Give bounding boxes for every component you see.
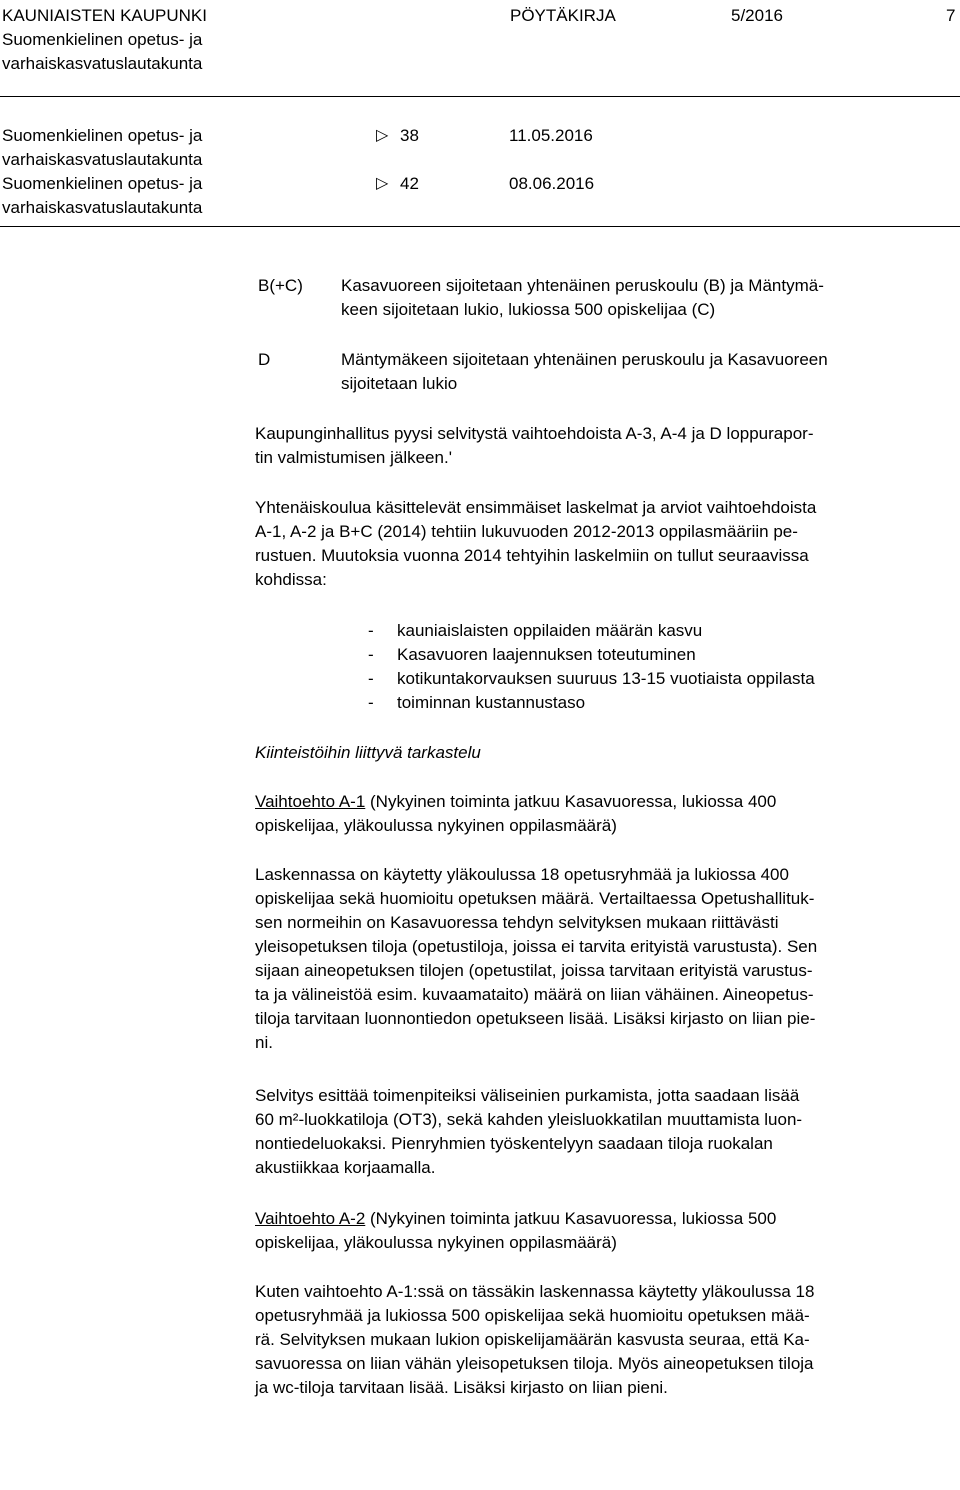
section-number[interactable]: 38 [400, 126, 419, 145]
meeting-committee-line2: varhaiskasvatuslautakunta [2, 150, 203, 169]
option-a2-title: Vaihtoehto A-2 [255, 1209, 366, 1228]
section-number[interactable]: 42 [400, 174, 419, 193]
paragraph-measures [255, 1084, 955, 1180]
meeting-divider [0, 226, 960, 227]
committee-name-line1: Suomenkielinen opetus- ja [2, 30, 203, 49]
page-number: 7 [946, 6, 956, 25]
text-line: rustuen. Muutoksia vuonna 2014 tehtyihin laskelmiin on tullut seuraavissa [255, 546, 809, 565]
bullet-marker: - [368, 645, 374, 664]
meeting-committee-line1: Suomenkielinen opetus- ja [2, 174, 203, 193]
option-text-line: Kasavuoreen sijoitetaan yhtenäinen peruskoulu (B) ja Mäntymä- [341, 276, 824, 295]
meeting-date: 11.05.2016 [509, 126, 593, 145]
text-line: Laskennassa on käytetty yläkoulussa 18 opetusryhmää ja lukiossa 400 [255, 865, 789, 884]
paragraph-a2-analysis [255, 1280, 955, 1400]
bullet-marker: - [368, 621, 374, 640]
paragraph-request [255, 422, 955, 470]
option-text-line: Mäntymäkeen sijoitetaan yhtenäinen peruskoulu ja Kasavuoreen [341, 350, 828, 369]
option-code-bc: B(+C) [258, 276, 303, 295]
paragraph-a1-analysis [255, 863, 955, 1055]
section-subheading: Kiinteistöihin liittyvä tarkastelu [255, 743, 481, 762]
option-a1-description: (Nykyinen toiminta jatkuu Kasavuoressa, lukiossa 400 [365, 792, 777, 811]
option-a2-heading [255, 1207, 955, 1255]
text-line: ni. [255, 1033, 273, 1052]
text-line: savuoressa on liian vähän yleisopetuksen tiloja. Myös aineopetuksen tiloja [255, 1354, 814, 1373]
meeting-committee-line1: Suomenkielinen opetus- ja [2, 126, 203, 145]
list-item: Kasavuoren laajennuksen toteutuminen [397, 645, 696, 664]
paragraph-calculations [255, 496, 955, 592]
text-line: 60 m²-luokkatiloja (OT3), sekä kahden yleisluokkatilan muuttamista luon- [255, 1110, 803, 1129]
option-text-line: keen sijoitetaan lukio, lukiossa 500 opiskelijaa (C) [341, 300, 716, 319]
text-line: Selvitys esittää toimenpiteiksi väliseinien purkamista, jotta saadaan lisää [255, 1086, 800, 1105]
document-type: PÖYTÄKIRJA [510, 6, 616, 25]
option-a2-description: (Nykyinen toiminta jatkuu Kasavuoressa, lukiossa 500 [365, 1209, 777, 1228]
section-link-arrow-icon[interactable]: ▷ [376, 175, 389, 192]
section-link-arrow-icon[interactable]: ▷ [376, 127, 389, 144]
text-line: nontiedeluokaksi. Pienryhmien työskentelyyn saadaan tiloja ruokalan [255, 1134, 773, 1153]
text-line: kohdissa: [255, 570, 327, 589]
issue-number: 5/2016 [731, 6, 783, 25]
text-line: opetusryhmää ja lukiossa 500 opiskelijaa sekä huomioitu opetuksen mää- [255, 1306, 810, 1325]
list-item: toiminnan kustannustaso [397, 693, 586, 712]
committee-name-line2: varhaiskasvatuslautakunta [2, 54, 203, 73]
list-item: kauniaislaisten oppilaiden määrän kasvu [397, 621, 703, 640]
text-line: opiskelijaa sekä huomioitu opetuksen määrä. Vertailtaessa Opetushallituk- [255, 889, 815, 908]
meeting-date: 08.06.2016 [509, 174, 595, 193]
text-line: Yhtenäiskoulua käsittelevät ensimmäiset laskelmat ja arviot vaihtoehdoista [255, 498, 817, 517]
meeting-committee-line2: varhaiskasvatuslautakunta [2, 198, 203, 217]
option-a1-title: Vaihtoehto A-1 [255, 792, 366, 811]
organization-name: KAUNIAISTEN KAUPUNKI [2, 6, 207, 25]
option-code-d: D [258, 350, 271, 369]
bullet-marker: - [368, 669, 374, 688]
text-line: Kaupunginhallitus pyysi selvitystä vaihtoehdoista A-3, A-4 ja D loppurapor- [255, 424, 814, 443]
option-text-line: sijoitetaan lukio [341, 374, 458, 393]
text-line: yleisopetuksen tiloja (opetustiloja, joissa ei tarvita erityistä varustusta). Sen [255, 937, 818, 956]
text-line: sen normeihin on Kasavuoressa tehdyn selvityksen mukaan riittävästi [255, 913, 779, 932]
list-item: kotikuntakorvauksen suuruus 13-15 vuotiaista oppilasta [397, 669, 815, 688]
text-line: tin valmistumisen jälkeen.' [255, 448, 452, 467]
text-line: akustiikkaa korjaamalla. [255, 1158, 436, 1177]
text-line: A-1, A-2 ja B+C (2014) tehtiin lukuvuoden 2012-2013 oppilasmääriin pe- [255, 522, 798, 541]
text-line: ja wc-tiloja tarvitaan lisää. Lisäksi kirjasto on liian pieni. [255, 1378, 668, 1397]
text-line: sijaan aineopetuksen tilojen (opetustilat, joissa tarvitaan erityistä varustus- [255, 961, 813, 980]
bullet-marker: - [368, 693, 374, 712]
header-divider [0, 96, 960, 97]
text-line: tiloja tarvitaan luonnontiedon opetukseen lisää. Lisäksi kirjasto on liian pie- [255, 1009, 816, 1028]
text-line: ta ja välineistöä esim. kuvaamataito) määrä on liian vähäinen. Aineopetus- [255, 985, 814, 1004]
text-line: Kuten vaihtoehto A-1:ssä on tässäkin laskennassa käytetty yläkoulussa 18 [255, 1282, 815, 1301]
text-line: opiskelijaa, yläkoulussa nykyinen oppilasmäärä) [255, 1233, 617, 1252]
text-line: opiskelijaa, yläkoulussa nykyinen oppilasmäärä) [255, 816, 617, 835]
option-a1-heading [255, 790, 955, 838]
text-line: rä. Selvityksen mukaan lukion opiskelijamäärän kasvusta seuraa, että Ka- [255, 1330, 810, 1349]
